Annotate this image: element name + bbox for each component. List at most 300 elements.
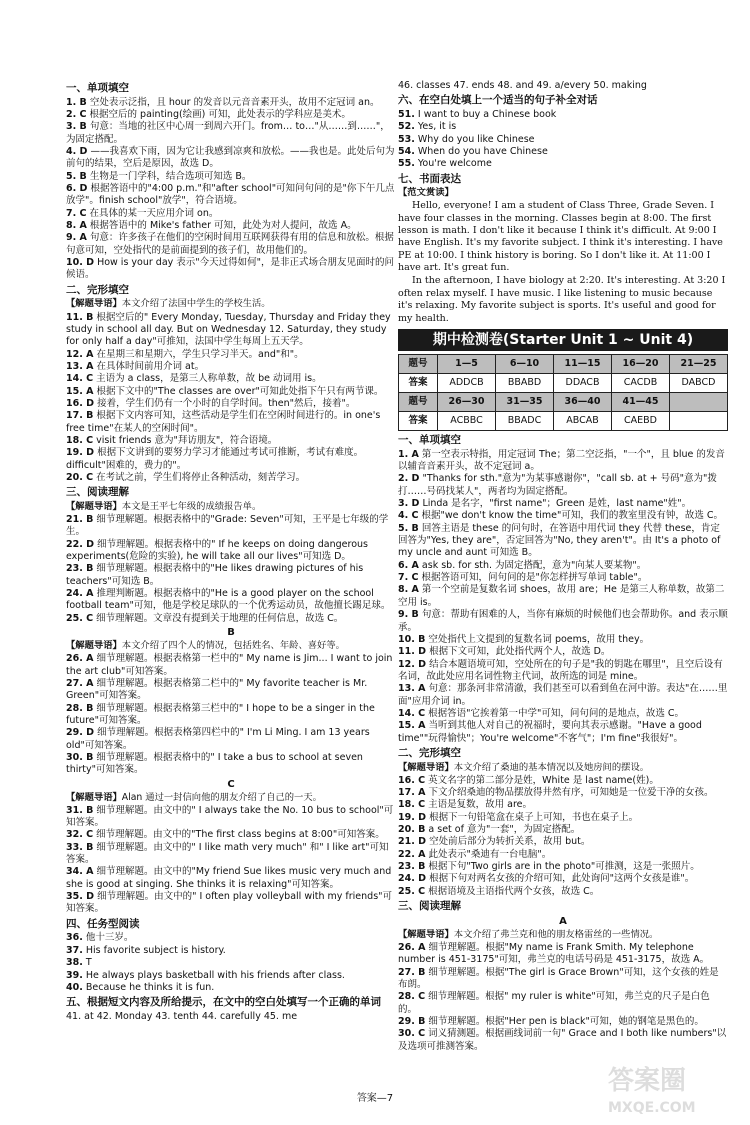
list-item [66,447,396,472]
table-row [399,393,728,412]
list-item [398,634,728,646]
item-text: 推理判断题。根据表格中的"He is a good player on the school football team"可知，他是学校足球队的一个优秀运动员，故他擅长踢足球。 [66,588,391,612]
list-item [398,824,728,836]
list-item [66,398,396,410]
guide-note [66,501,396,513]
item-number: 29. B [398,1015,426,1027]
item-text: 细节理解题。根据表格中的" I take a bus to school at seven thirty"可知答案。 [66,751,363,776]
list-item [66,121,396,146]
list-item [66,678,396,703]
list-item [398,942,728,967]
list-item [66,435,396,447]
item-text: Why do you like Chinese [417,133,535,145]
item-text: "Thanks for sth."意为"为某事感谢你"，"call sb. at + 号码"意为"拨打……号码找某人"，两者均为固定搭配。 [398,473,717,497]
guide-note [66,298,396,310]
watermark-logo [608,1065,728,1120]
list-item [66,220,396,232]
item-text: 回答主语是 these 的问句时，在答语中用代词 they 代替 these，肯定回答为"Yes, they are"，否定回答为"No, they aren't"。由 It's a photo of my uncle and aunt 可知选 B。 [398,522,721,559]
table-cell: 21—25 [670,355,728,374]
list-item [66,945,396,957]
item-number: 8. A [66,220,87,232]
item-number: 37. [66,944,83,956]
table-cell: 11—15 [554,355,612,374]
item-number: 15. A [66,385,94,397]
table-cell [670,393,728,412]
list [398,109,728,171]
table-cell: 答案 [399,374,438,393]
guide-note [66,640,396,652]
item-text: 细节理解题。根据表格中的" If he keeps on doing dangerous experiments(危险的实验), he will take all our lives"可知选 D。 [66,538,368,563]
list-item [66,829,396,841]
section-heading: 七、书面表达 [398,172,461,185]
item-number: 7. C [66,207,87,219]
item-text: 细节理解题。根据表格第二栏中的" My favorite teacher is Mr. Green"可知答案。 [66,677,368,702]
list-item [398,787,728,799]
section-heading: 二、完形填空 [398,746,461,759]
item-number: 14. C [398,707,426,719]
table-cell [670,412,728,431]
guide-note [66,792,396,804]
table-cell: 题号 [399,393,438,412]
item-number: 26. A [66,653,94,665]
item-number: 13. A [66,360,94,372]
item-number: 1. A [398,448,419,460]
section-heading: 五、根据短文内容及所给提示，在文中的空白处填写一个正确的单词 [66,996,381,1009]
table-row [399,355,728,374]
list-item [66,257,396,282]
item-number: 32. C [66,829,94,841]
guide-text: Alan 通过一封信向他的朋友介绍了自己的一天。 [121,791,322,803]
item-text: 根据答语可知，问句问的是"你怎样拼写单词 table"。 [421,572,648,584]
item-text: His favorite subject is history. [85,944,226,956]
item-number: 12. D [398,658,427,670]
list-item [66,361,396,373]
item-number: 18. C [398,799,426,811]
item-text: 根据下一句铅笔盒在桌子上可知，书也在桌子上。 [429,811,639,823]
item-number: 9. A [66,232,87,244]
item-text: 根据"we don't know the time"可知，我们的教室里没有钟，故选 C。 [421,510,723,522]
answer-table [398,354,728,431]
list-item [66,957,396,969]
guide-text: 本文介绍了法国中学生的学校生活。 [121,298,271,310]
item-number: 28. C [398,991,426,1003]
item-number: 15. A [398,720,426,732]
table-cell: DDACB [554,374,612,393]
item-text: I want to buy a Chinese book [417,108,557,120]
list-item [66,752,396,777]
list [66,932,396,994]
guide-tag: 【解题导语】 [66,500,122,512]
item-number: 51. [398,108,415,120]
list-item [398,886,728,898]
list-item [66,703,396,728]
list-item [398,146,728,158]
item-number: 9. B [398,609,419,621]
item-text: 空处前后部分为转折关系，故用 but。 [429,836,591,848]
list-item [66,349,396,361]
list-item [398,775,728,787]
table-cell: CAEBD [612,412,670,431]
table-cell: ABCAB [554,412,612,431]
item-text: 下文介绍桑迪的物品摆放得井然有序，可知她是一位爱干净的女孩。 [428,787,714,798]
list [66,312,396,485]
item-text: 主语为 a class，是第三人称单数，故 be 动词用 is。 [96,373,322,385]
list-item [66,514,396,539]
item-text: 接着，学生们仍有一个小时的自学时间。then"然后，接着"。 [97,397,356,409]
table-cell: BBABD [496,374,554,393]
item-number: 31. B [66,804,94,816]
item-text: 空处指代上文提到的复数名词 poems，故用 they。 [428,633,650,645]
list-item [66,891,396,916]
item-text: 词义猜测题。根据画线词前一句" Grace and I both like numbers"以及选项可推测答案。 [398,1028,727,1052]
list-item [66,183,396,208]
fill-answers: 46. classes 47. ends 48. and 49. a/every 50. making [398,80,647,91]
list [66,653,396,776]
item-number: 21. B [66,514,94,526]
item-number: 23. B [398,861,426,873]
list [66,514,396,625]
item-number: 23. B [66,563,94,575]
item-number: 52. [398,121,415,133]
list-item [398,560,728,572]
guide-note [398,762,728,774]
item-number: 8. A [398,584,419,596]
item-text: T [85,957,92,969]
list-item [398,121,728,133]
list-item [66,97,396,109]
item-text: 在考试之前，学生们将停止各种活动，刻苦学习。 [96,471,306,483]
list-item [398,873,728,885]
table-cell: ADDCB [438,374,496,393]
item-number: 16. C [398,774,426,786]
item-text: 细节理解题。根据" my ruler is white"可知，弗兰克的尺子是白色的。 [398,991,710,1015]
item-text: 细节理解题。由文中的"The first class begins at 8:00"可知答案。 [96,829,385,841]
item-text: visit friends 意为"拜访朋友"，符合语境。 [96,434,278,446]
item-number: 35. D [66,891,95,903]
guide-text: 本文介绍了桑迪的基本情况以及她房间的摆设。 [453,761,650,773]
item-number: 25. C [66,612,94,624]
item-text: 细节理解题。由文中的" I often play volleyball with my friends"可知答案。 [66,891,393,915]
list-item [66,563,396,588]
list-item [398,836,728,848]
item-number: 26. A [398,941,426,953]
list-item [66,727,396,752]
list-item [398,991,728,1016]
list-item [66,146,396,171]
table-cell: 答案 [399,412,438,431]
item-text: 细节理解题。由文中的" I always take the No. 10 bus to school"可知答案。 [66,804,394,829]
item-number: 11. B [66,311,94,323]
list [66,97,396,282]
item-text: 句意：帮助有困难的人，当你有麻烦的时候他们也会帮助你。and 表示顺承。 [398,609,728,633]
item-text: 在星期三和星期六，学生只学习半天。and"和"。 [96,348,304,360]
item-number: 3. D [398,498,420,510]
list-item [66,539,396,564]
section-heading: 四、任务型阅读 [66,917,140,930]
list-item [398,1016,728,1028]
item-text: How is your day 表示"今天过得如何"，是非正式场合朋友见面时的问候语。 [66,257,395,281]
item-number: 21. D [398,836,427,848]
item-text: 根据下文讲到的要努力学习才能通过考试可推断，考试有难度。difficult"困难的，费力的"。 [66,447,364,471]
fill-answers: 41. at 42. Monday 43. tenth 44. carefully 45. me [66,1010,298,1022]
item-number: 27. A [66,677,94,689]
item-number: 5. B [398,522,419,534]
item-text: 细节理解题。根据表格中的"He likes drawing pictures of his teachers"可知选 B。 [66,563,364,587]
item-number: 25. C [398,885,426,897]
list-item [66,208,396,220]
model-essay-tag: 【范文赏读】 [398,187,454,199]
item-text: 主语是复数，故用 are。 [428,799,533,811]
guide-tag: 【解题导语】 [398,761,454,773]
item-number: 20. B [398,824,426,836]
item-number: 16. D [66,397,95,409]
item-text: 细节理解题。根据表格第四栏中的" I'm Li Ming. I am 13 years old"可知答案。 [66,727,370,751]
watermark-text: 答案圈 [608,1066,687,1096]
guide-text: 本文是王平七年级的成绩报告单。 [121,500,262,512]
list-item [66,312,396,349]
item-text: 根据答语"它挨着第一中学"可知，问句问的是地点，故选 C。 [428,707,685,719]
table-cell: ACBBC [438,412,496,431]
list-item [66,613,396,625]
list-item [66,109,396,121]
list-item [398,510,728,522]
list-item [66,373,396,385]
list-item [398,683,728,708]
table-cell: 16—20 [612,355,670,374]
guide-text: 本文介绍了四个人的情况，包括姓名、年龄、喜好等。 [121,640,345,652]
section-heading: 三、阅读理解 [398,900,461,913]
item-text: He always plays basketball with his friends after class. [85,969,345,981]
item-number: 17. B [66,410,94,422]
item-text: You're welcome [417,158,492,170]
item-number: 33. B [66,841,94,853]
item-number: 2. C [66,108,87,120]
guide-tag: 【解题导语】 [66,640,122,652]
item-text: 句意：当地的社区中心周一到周六开门。from… to…"从……到……"，为固定搭配。 [66,121,390,145]
item-number: 19. D [398,811,427,823]
section-heading: 一、单项填空 [398,434,461,447]
item-text: 细节理解题。根据"The girl is Grace Brown"可知，这个女孩的姓是布朗。 [398,966,719,990]
item-number: 54. [398,146,415,158]
item-number: 34. A [66,866,94,878]
item-text: 根据语境及主语指代两个女孩，故选 C。 [428,885,600,897]
item-text: 根据下文内容可知，这些活动是学生们在空闲时间进行的。in one's free time"在某人的空闲时间"。 [66,410,381,434]
list-item [398,158,728,170]
table-row [399,374,728,393]
item-number: 7. C [398,572,419,584]
list-item [398,498,728,510]
item-number: 4. C [398,510,419,522]
list-item [66,410,396,435]
item-text: 细节理解题。根据"Her pen is black"可知，她的钢笔是黑色的。 [428,1015,704,1027]
list-item [398,720,728,745]
item-text: 细节理解题。根据表格第一栏中的" My name is Jim... I want to join the art club"可知答案。 [66,653,393,677]
section-heading: 二、完形填空 [66,283,129,296]
item-text: 此处表示"桑迪有一台电脑"。 [428,848,552,860]
list [398,942,728,1053]
item-number: 27. B [398,966,426,978]
item-number: 38. [66,957,83,969]
item-number: 5. B [66,170,87,182]
item-number: 11. D [398,646,427,658]
list-item [398,609,728,634]
page-footer: 答案—7 [356,1093,394,1104]
item-text: 根据下文可知，此处指代两个人，故选 D。 [429,646,611,658]
item-text: 在具体时间前用介词 at。 [96,360,205,372]
item-number: 3. B [66,121,87,133]
table-cell: 题号 [399,355,438,374]
item-number: 22. D [66,538,95,550]
list-item [398,1028,728,1053]
sub-heading: B [227,627,235,639]
item-number: 28. B [66,702,94,714]
item-number: 1. B [66,96,87,108]
item-text: 根据答语中的 Mike's father 可知，此处为对人提问，故选 A。 [89,220,357,232]
list-item [398,473,728,498]
guide-note [398,929,728,941]
item-number: 55. [398,158,415,170]
item-text: 细节理解题。根据表格中的"Grade: Seven"可知，王平是七年级的学生。 [66,514,389,538]
item-text: 结合本题语境可知，空处所在的句子是"我的钥匙在哪里"，且空后设有名词，故此处应用名词性物主代词，故所选的词是 mine。 [398,658,723,682]
list [66,805,396,916]
item-number: 10. D [66,257,95,269]
item-text: 第一个空前是复数名词 shoes，故用 are；He 是第三人称单数，故第二空用 is。 [398,584,725,608]
table-cell: 26—30 [438,393,496,412]
list-item [66,588,396,613]
item-number: 24. D [398,873,427,885]
item-text: 根据空后的 painting(绘画) 可知，此处表示的学科应是美术。 [89,108,351,120]
item-text: 空处表示泛指，且 hour 的发音以元音音素开头，故用不定冠词 an。 [89,96,380,108]
guide-text: 本文介绍了弗兰克和他的朋友格雷丝的一些情况。 [453,928,659,940]
item-text: Because he thinks it is fun. [85,981,215,993]
list-item [398,109,728,121]
table-row [399,412,728,431]
list-item [66,932,396,944]
item-number: 40. [66,981,83,993]
item-number: 20. C [66,471,94,483]
watermark-sub: MXQE.COM [608,1099,696,1116]
item-text: 根据下文中的"The classes are over"可知此处指下午只有两节课。 [96,385,384,397]
list-item [398,646,728,658]
item-text: 细节理解题。文章没有提到关于地理的任何信息，故选 C。 [96,612,344,624]
section-heading: 一、单项填空 [66,82,129,94]
item-number: 18. C [66,434,94,446]
list-item [398,849,728,861]
list-item [66,386,396,398]
item-number: 30. B [66,751,94,763]
sub-heading: A [559,915,567,927]
item-text: 英文名字的第二部分是姓，White 是 last name(姓)。 [428,774,659,786]
item-number: 10. B [398,633,426,645]
guide-tag: 【解题导语】 [66,298,122,310]
table-cell: 36—40 [554,393,612,412]
guide-tag: 【解题导语】 [398,928,454,940]
item-text: a set of 意为"一套"，为固定搭配。 [428,824,581,836]
list-item [66,653,396,678]
list-item [66,970,396,982]
item-text: 根据下句"Two girls are in the photo"可推测，这是一张照片。 [428,861,700,873]
item-text: 他十三岁。 [85,932,134,944]
list-item [398,708,728,720]
item-number: 17. A [398,787,426,798]
sub-heading: C [227,778,235,790]
guide-tag: 【解题导语】 [66,791,122,803]
item-number: 19. D [66,447,95,459]
list-item [398,659,728,684]
table-cell: 1—5 [438,355,496,374]
list [398,775,728,898]
list-item [398,584,728,609]
item-number: 4. D [66,146,88,158]
item-text: 句意：那条河非常清澈，我们甚至可以看到鱼在河中游。表达"在……里面"应用介词 in。 [398,683,728,707]
item-text: 在具体的某一天应用介词 on。 [89,207,219,219]
list-item [398,134,728,146]
item-number: 36. [66,932,83,944]
item-number: 30. C [398,1028,426,1040]
left-column [66,80,396,1023]
item-text: Yes, it is [417,121,457,133]
item-number: 13. A [398,683,426,695]
item-text: 细节理解题。由文中的" I like math very much" 和" I like art"可知答案。 [66,841,389,866]
item-text: 第一空表示特指，用定冠词 The；第二空泛指，"一个"，且 blue 的发音以辅音音素开头，故不定冠词 a。 [398,448,725,473]
list-item [398,572,728,584]
list-item [398,449,728,474]
item-text: 生物是一门学科，结合选项可知选 B。 [89,170,252,182]
item-number: 24. A [66,588,94,600]
item-text: ——我喜欢下雨，因为它让我感到凉爽和放松。——我也是。此处后句为前句的结果，空后是原因，故选 D。 [66,146,395,170]
list-item [398,799,728,811]
list-item [66,171,396,183]
item-text: 根据下句对两名女孩的介绍可知，此处询问"这两个女孩是谁"。 [429,873,695,885]
table-cell: 31—35 [496,393,554,412]
section-heading: 三、阅读理解 [66,486,129,499]
item-number: 14. C [66,373,94,385]
exam-title: 期中检测卷(Starter Unit 1 ~ Unit 4) [398,329,728,351]
table-cell: CACDB [612,374,670,393]
list-item [66,866,396,891]
table-cell: 41—45 [612,393,670,412]
section-heading: 六、在空白处填上一个适当的句子补全对话 [398,94,598,107]
right-column [398,80,728,1053]
item-text: 根据空后的" Every Monday, Tuesday, Thursday and Friday they study in school all day. But on Wednesday 12. Saturday, they study for only half a day"可推知，法国中学生每周上五天学。 [66,311,391,348]
list-item [398,861,728,873]
item-text: 细节理解题。根据"My name is Frank Smith. My telephone number is 451-3175"可知，弗兰克的电话号码是 451-3175，故选 A。 [398,941,710,966]
item-number: 2. D [398,473,420,485]
item-number: 6. A [398,559,419,571]
list-item [66,472,396,484]
table-cell: BBADC [496,412,554,431]
item-text: ask sb. for sth. 为固定搭配，意为"向某人要某物"。 [421,559,647,571]
item-number: 53. [398,133,415,145]
table-cell: 6—10 [496,355,554,374]
item-text: 当听到其他人对自己的祝福时，要向其表示感谢。"Have a good time""玩得愉快"；You're welcome"不客气"；I'm fine"我很好"。 [398,720,702,744]
table-cell: DABCD [670,374,728,393]
list [398,449,728,745]
item-text: 句意：许多孩子在他们的空闲时间用互联网获得有用的信息和放松。根据句意可知，空处指代的是前面提到的孩子们，故用他们的。 [66,232,394,256]
item-number: 29. D [66,727,95,739]
item-text: When do you have Chinese [417,146,548,158]
item-number: 6. D [66,183,88,195]
list-item [66,805,396,830]
item-text: 细节理解题。根据表格第三栏中的" I hope to be a singer in the future"可知答案。 [66,702,375,726]
list-item [66,982,396,994]
item-text: Linda 是名字，"first name"；Green 是姓，last name"姓"。 [422,498,692,510]
list-item [66,232,396,257]
item-number: 22. A [398,848,426,860]
list-item [398,523,728,560]
item-number: 12. A [66,348,94,360]
list-item [66,842,396,867]
